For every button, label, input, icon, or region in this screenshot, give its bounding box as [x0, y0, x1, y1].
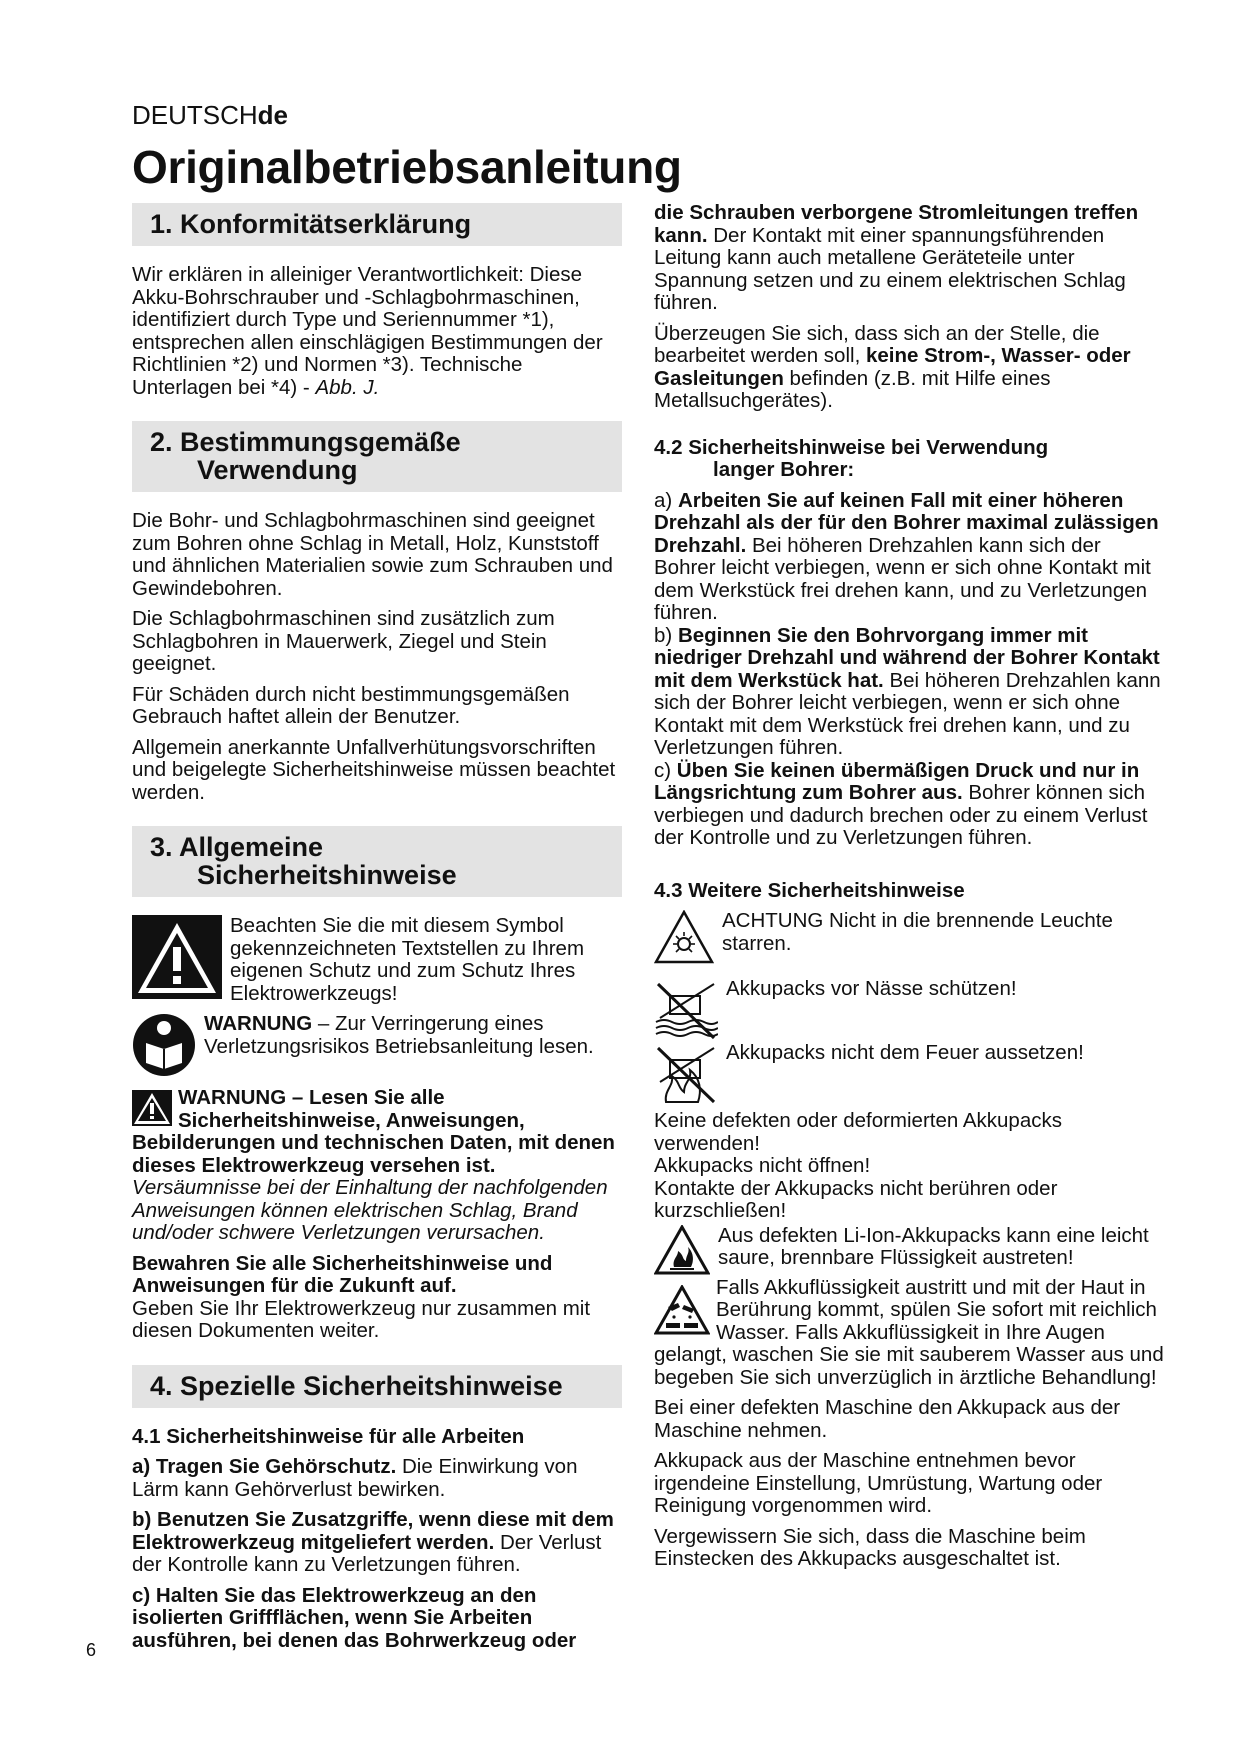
intended-use-p1: Die Bohr- und Schlagbohrmaschinen sind geeignet zum Bohren ohne Schlag in Metall, Holz, Kunststoff und ähnlichen Materialien sowie zum Schrauben und Gewindebohren.	[132, 509, 613, 600]
remove-before-adjustment: Akkupack aus der Maschine entnehmen bevor irgendeine Einstellung, Umrüstung, Wartung oder Reinigung vorgenommen wird.	[654, 1449, 1103, 1517]
page-title: Originalbetriebsanleitung	[132, 141, 682, 193]
subheading-all-work: 4.1 Sicherheitshinweise für alle Arbeiten	[132, 1424, 525, 1448]
lamp-warning-icon	[654, 910, 714, 964]
intended-use-heading-line1: 2. Bestimmungsgemäße	[150, 427, 461, 457]
keep-instructions-body: Geben Sie Ihr Elektrowerkzeug nur zusammen mit diesen Dokumenten weiter.	[132, 1296, 591, 1342]
item-a-body: Die Einwirkung von Lärm kann Gehörverlust bewirken.	[132, 1455, 578, 1501]
long-drills-item-b-prefix: b)	[654, 623, 678, 647]
item-b-body: Der Verlust der Kontrolle kann zu Verletzungen führen.	[132, 1530, 602, 1576]
section-heading-conformity: 1. Konformitätserklärung	[132, 203, 622, 246]
general-safety-heading-line1: 3. Allgemeine	[150, 832, 324, 862]
check-hidden-lines	[654, 323, 1166, 413]
long-drills-item-c-bold: Üben Sie keinen übermäßigen Druck und nur in Längsrichtung zum Bohrer aus.	[654, 758, 1140, 804]
long-drills-item-a-bold: Arbeiten Sie auf keinen Fall mit einer höheren Drehzahl als der für den Bohrer maximal zulässigen Drehzahl.	[654, 488, 1159, 557]
subheading-further-safety: 4.3 Weitere Sicherheitshinweise	[654, 878, 965, 902]
item-a-bold: a) Tragen Sie Gehörschutz.	[132, 1455, 397, 1478]
lamp-warning-text: ACHTUNG Nicht in die brennende Leuchte starren.	[722, 909, 1113, 955]
fire-warning	[654, 1042, 1166, 1104]
no-water-icon	[654, 978, 718, 1040]
item-c-continued	[654, 202, 1166, 315]
section-heading-general-safety	[132, 826, 622, 897]
item-c-insulated-grip	[132, 1585, 622, 1653]
language-code: de	[257, 100, 289, 130]
long-drills-heading-line1: 4.2 Sicherheitshinweise bei Verwendung	[654, 435, 1049, 459]
right-column	[654, 202, 1166, 1579]
long-drills-item-a-prefix: a)	[654, 488, 678, 512]
lamp-warning	[654, 910, 1166, 964]
check-hidden-lines-1: Überzeugen Sie sich, dass sich an der Stelle, die bearbeitet werden soll,	[654, 321, 1100, 367]
fluid-warning	[654, 1277, 1166, 1390]
left-column	[132, 203, 622, 1660]
fluid-warning-text: Falls Akkuflüssigkeit austritt und mit der Haut in Berührung kommt, spülen Sie sofort mit reichlich Wasser. Falls Akkuflüssigkeit in Ihre Augen gelangt, waschen Sie sie mit sauberem Wasser aus und begeben Sie sich unverzüglich in ärztliche Behandlung!	[654, 1275, 1164, 1389]
symbol-note	[132, 915, 622, 1005]
item-c-continued-body: Der Kontakt mit einer spannungsführenden Leitung kann auch metallene Geräteteile unter Spannung setzen und zu einem elektrischen Schlag führen.	[654, 223, 1126, 314]
warning-read-manual	[132, 1013, 622, 1077]
check-hidden-lines-2: befinden (z.B. mit Hilfe eines Metallsuchgerätes).	[654, 366, 1051, 412]
long-drills-item-b-body: Bei höheren Drehzahlen kann sich der Bohrer leicht verbiegen, wenn er sich ohne Kontakt mit dem Werkstück frei drehen kann, und zu Verletzungen führen.	[654, 668, 1161, 759]
conformity-text	[132, 264, 622, 399]
flammable-icon	[654, 1225, 710, 1275]
intended-use-heading-line2: Verwendung	[197, 455, 358, 485]
long-drills-item-a	[654, 490, 1166, 625]
conformity-body: Wir erklären in alleiniger Verantwortlichkeit: Diese Akku-Bohrschrauber und -Schlagbohrmaschinen, identifiziert durch Type und Seriennummer *1), entsprechen allen einschlägigen Bestimmungen der Richtlinien *2) und Normen *3). Technische Unterlagen bei *4) -	[132, 263, 603, 399]
warning-label: WARNUNG	[204, 1012, 313, 1035]
long-drills-item-c	[654, 760, 1166, 850]
item-b-aux-handle	[132, 1509, 622, 1577]
liion-warning-text: Aus defekten Li-Ion-Akkupacks kann eine leicht saure, brennbare Flüssigkeit austreten!	[718, 1223, 1149, 1269]
item-c-bold: c) Halten Sie das Elektrowerkzeug an den isolierten Griffflächen, wenn Sie Arbeiten ausführen, bei denen das Bohrwerkzeug oder	[132, 1583, 577, 1652]
item-b-bold: b) Benutzen Sie Zusatzgriffe, wenn diese mit dem Elektrowerkzeug mitgeliefert werden.	[132, 1508, 614, 1554]
section-heading-intended-use	[132, 421, 622, 492]
item-a-ear-protection	[132, 1456, 622, 1501]
long-drills-item-a-body: Bei höheren Drehzahlen kann sich der Bohrer leicht verbiegen, wenn er sich ohne Kontakt mit dem Werkstück frei drehen kann, und zu Verletzungen führen.	[654, 533, 1151, 624]
warning-read-manual-body: – Zur Verringerung eines Verletzungsrisikos Betriebsanleitung lesen.	[204, 1012, 594, 1058]
warning-triangle-icon	[132, 915, 222, 999]
liion-warning	[654, 1225, 1166, 1275]
long-drills-item-c-body: Bohrer können sich verbiegen und dadurch brechen oder zu einem Verlust der Kontrolle und zu Verletzungen führen.	[654, 781, 1148, 849]
intended-use-p2: Die Schlagbohrmaschinen sind zusätzlich zum Schlagbohren in Mauerwerk, Ziegel und Stein geeignet.	[132, 607, 555, 675]
keep-instructions-bold: Bewahren Sie alle Sicherheitshinweise und Anweisungen für die Zukunft auf.	[132, 1251, 553, 1297]
read-manual-icon	[132, 1013, 196, 1077]
wet-warning-text: Akkupacks vor Nässe schützen!	[726, 977, 1017, 1000]
wet-warning	[654, 978, 1166, 1040]
keep-instructions	[132, 1253, 622, 1343]
warning-read-manual-text	[204, 1013, 622, 1058]
warning-read-all-italic: Versäumnisse bei der Einhaltung der nachfolgenden Anweisungen können elektrischen Schlag, Brand und/oder schwere Verletzungen verursachen.	[132, 1176, 608, 1244]
long-drills-heading-line2: langer Bohrer:	[713, 458, 855, 481]
intended-use-p3: Für Schäden durch nicht bestimmungsgemäßen Gebrauch haftet allein der Benutzer.	[132, 682, 570, 728]
language-label	[132, 100, 288, 131]
symbol-note-text: Beachten Sie die mit diesem Symbol gekennzeichneten Textstellen zu Ihrem eigenen Schutz und zum Schutz Ihres Elektrowerkzeugs!	[230, 914, 585, 1005]
language-name: DEUTSCH	[132, 100, 258, 130]
page-number: 6	[86, 1640, 97, 1660]
long-drills-item-b-bold: Beginnen Sie den Bohrvorgang immer mit niedriger Drehzahl und während der Bohrer Kontakt mit dem Werkstück hat.	[654, 623, 1160, 692]
subheading-long-drills	[654, 437, 1166, 482]
section-heading-special-safety: 4. Spezielle Sicherheitshinweise	[132, 1365, 622, 1408]
do-not-open: Akkupacks nicht öffnen!	[654, 1154, 871, 1177]
warning-read-all-bold: WARNUNG – Lesen Sie alle Sicherheitshinweise, Anweisungen, Bebilderungen und technischen Daten, mit denen dieses Elektrowerkzeug versehen ist.	[132, 1086, 615, 1177]
long-drills-items	[654, 490, 1166, 850]
conformity-figure-ref: Abb. J.	[315, 375, 380, 399]
general-safety-heading-line2: Sicherheitshinweise	[197, 860, 457, 890]
corrosive-icon	[654, 1285, 710, 1341]
check-hidden-lines-bold: keine Strom-, Wasser- oder Gasleitungen	[654, 344, 1131, 390]
no-fire-icon	[654, 1042, 718, 1104]
contacts-warning: Kontakte der Akkupacks nicht berühren oder kurzschließen!	[654, 1176, 1058, 1222]
defect-packs: Keine defekten oder deformierten Akkupacks verwenden!	[654, 1109, 1062, 1155]
intended-use-p4: Allgemein anerkannte Unfallverhütungsvorschriften und beigelegte Sicherheitshinweise müssen beachtet werden.	[132, 735, 616, 804]
ensure-switched-off: Vergewissern Sie sich, dass die Maschine beim Einstecken des Akkupacks ausgeschaltet ist.	[654, 1524, 1086, 1570]
long-drills-item-b	[654, 625, 1166, 760]
fire-warning-text: Akkupacks nicht dem Feuer aussetzen!	[726, 1041, 1084, 1064]
remove-from-defect-machine: Bei einer defekten Maschine den Akkupack aus der Maschine nehmen.	[654, 1396, 1121, 1442]
warning-triangle-small-icon	[132, 1090, 172, 1132]
warning-read-all	[132, 1087, 622, 1245]
long-drills-item-c-prefix: c)	[654, 758, 677, 782]
item-c-continued-bold: die Schrauben verborgene Stromleitungen treffen kann.	[654, 201, 1139, 247]
